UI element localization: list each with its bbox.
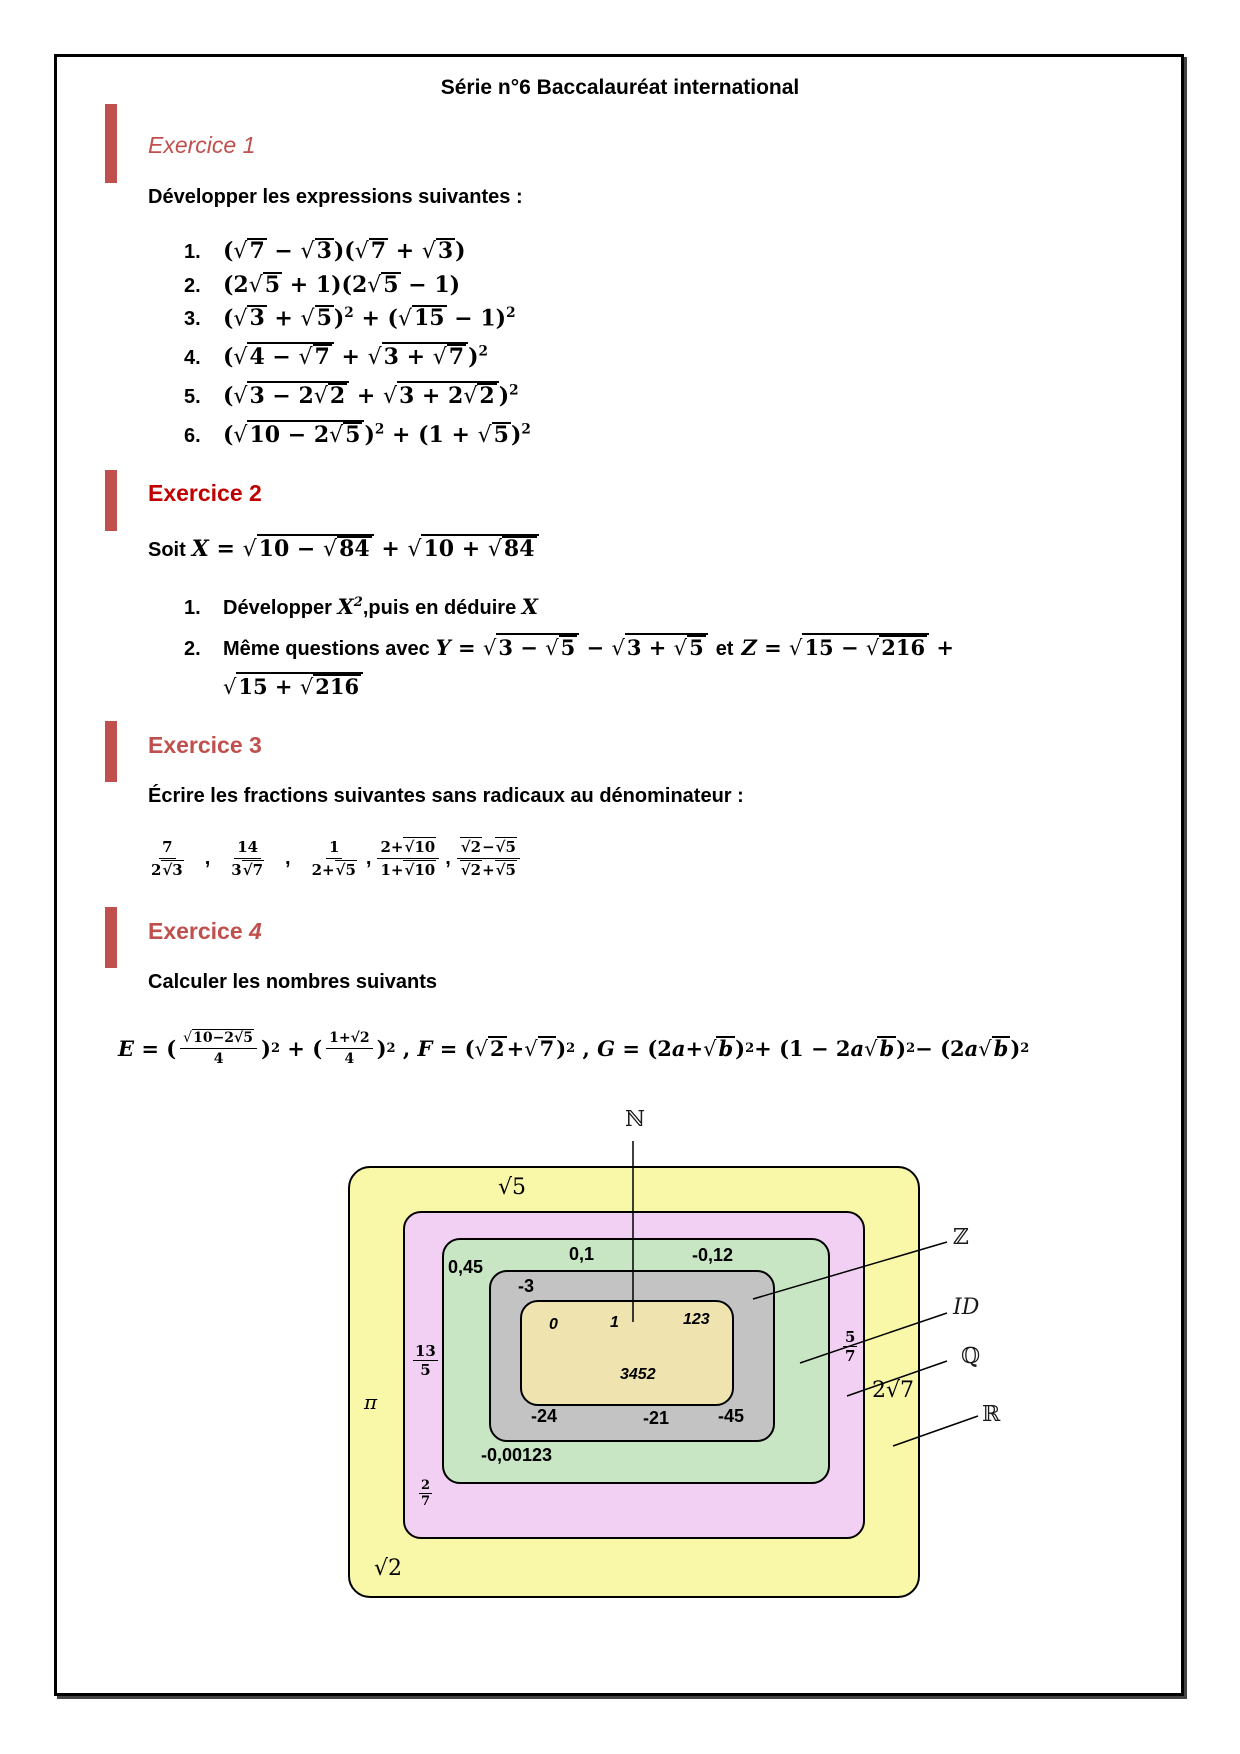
item-text: Développer $X^2,puis$ en déduire X <box>223 594 539 619</box>
exercise-4-heading: Exercice 4 <box>148 918 262 944</box>
fraction-1: $\frac{7}{2√3}$ <box>151 838 183 879</box>
set-label-Z: ℤ <box>953 1225 970 1250</box>
page-title: Série n°6 Baccalauréat international <box>440 76 800 99</box>
expression: X = √10 − √84 + √10 + √84 <box>192 534 539 562</box>
exercise-2-item-2: 2. Même questions avec Y = √3 − √5 − √3 + √5 et Z = √15 − √216 + <box>184 635 955 660</box>
exercise-2-intro: Soit X = √10 − √84 + √10 + √84 <box>148 534 539 562</box>
exercise-2-item-1: 1. Développer $X^2,puis$ en déduire X <box>184 594 539 619</box>
member-sqrt2: √2 <box>374 1556 403 1581</box>
member-123: 123 <box>683 1311 710 1328</box>
fraction-4: $\frac{2+√10}{1+√10}$ <box>377 838 439 879</box>
member-neg3: -3 <box>518 1276 535 1296</box>
exercise-1-item-5: 5. (√3 − 2√2 + √3 + 2√2 )$^2$ <box>184 382 519 409</box>
expression-y: Y = √3 − √5 − √3 + √5 <box>436 633 708 660</box>
expression: (√7 − √3)(√7 + √3) <box>223 238 466 264</box>
set-label-R: ℝ <box>982 1402 1001 1427</box>
member-0: 0 <box>549 1316 558 1333</box>
exercise-1-item-1: 1. (√7 − √3)(√7 + √3) <box>184 238 466 264</box>
exercise-2-heading: Exercice 2 <box>148 480 262 506</box>
set-label-N: ℕ <box>625 1107 646 1132</box>
member-5-7: 5 7 <box>845 1328 856 1365</box>
member-3452: 3452 <box>620 1366 656 1383</box>
expression: (√4 − √7 + √3 + √7 )$^2$ <box>223 343 488 370</box>
set-label-ID: ID <box>953 1295 980 1320</box>
member-neg24: -24 <box>531 1406 558 1426</box>
exercise-1-heading: Exercice 1 <box>148 132 256 158</box>
member-13-5: 13 5 <box>415 1342 436 1379</box>
member-sqrt5: √5 <box>498 1175 527 1200</box>
fraction-3: $\frac{1}{2+√5}$ <box>311 838 356 879</box>
member-neg21: -21 <box>643 1408 670 1428</box>
expression: (2√5 + 1)(2√5 − 1) <box>223 272 461 298</box>
exercise-1-item-2: 2. (2√5 + 1)(2√5 − 1) <box>184 272 461 298</box>
expression: (√3 − 2√2 + √3 + 2√2 )$^2$ <box>223 382 519 409</box>
member-neg45: -45 <box>718 1406 745 1426</box>
member-0-45: 0,45 <box>448 1257 484 1277</box>
member-neg0-00123: -0,00123 <box>481 1445 553 1465</box>
member-1: 1 <box>610 1314 619 1331</box>
exercise-1-item-3: 3. $(√3 + √5)^2 + (√15 - 1)^2$ <box>184 305 516 332</box>
member-2-7: 2 7 <box>421 1478 431 1509</box>
member-0-1: 0,1 <box>569 1244 595 1264</box>
expression: $(√3 + √5)^2 + (√15 - 1)^2$ <box>223 305 516 332</box>
exercise-1-item-6: 6. (√10 − 2√5 )$^2 + (1 + √5)^2$ <box>184 421 531 448</box>
exercise-3-heading: Exercice 3 <box>148 732 262 758</box>
exercise-1-instruction: Développer les expressions suivantes : <box>148 186 523 208</box>
exercise-2-item-2-continued: √15 + √216 <box>223 672 363 699</box>
fraction-5: $\frac{√2-√5}{√2+√5}$ <box>457 838 520 879</box>
fraction-2: $\frac{14}{3√7}$ <box>231 838 264 879</box>
expression-z: Z = √15 − √216 + <box>741 635 955 660</box>
set-label-Q: ℚ <box>961 1344 981 1369</box>
exercise-3-fractions: $\frac{7}{2√3}$ , $\frac{14}{3√7}$ , $\frac{1}{2+√5}$ , $\frac{2+√10}{1+√10}$ , $\frac{√2-√5}{√2+√5}$ <box>144 838 524 879</box>
exercise-3-instruction: Écrire les fractions suivantes sans radicaux au dénominateur : <box>148 785 744 807</box>
member-2sqrt7: 2√7 <box>872 1378 915 1403</box>
exercise-1-item-4: 4. (√4 − √7 + √3 + √7 )$^2$ <box>184 343 488 370</box>
member-pi: π <box>364 1390 378 1414</box>
member-neg0-12: -0,12 <box>692 1245 734 1265</box>
exercise-4-instruction: Calculer les nombres suivants <box>148 971 438 993</box>
exercise-4-expressions: E = ( $\frac{√10-2√5}{4}$ ) 2 + ( $\frac{1+√2}{4}$ ) 2 , F = ( √ 2 + √ 7 ) 2 , G = (2 a + √ b ) 2 + (1 − 2 a √ b ) 2 − (2 a √ b ) 2 <box>118 1030 1030 1067</box>
expression: (√10 − 2√5 )$^2 + (1 + √5)^2$ <box>223 421 531 448</box>
